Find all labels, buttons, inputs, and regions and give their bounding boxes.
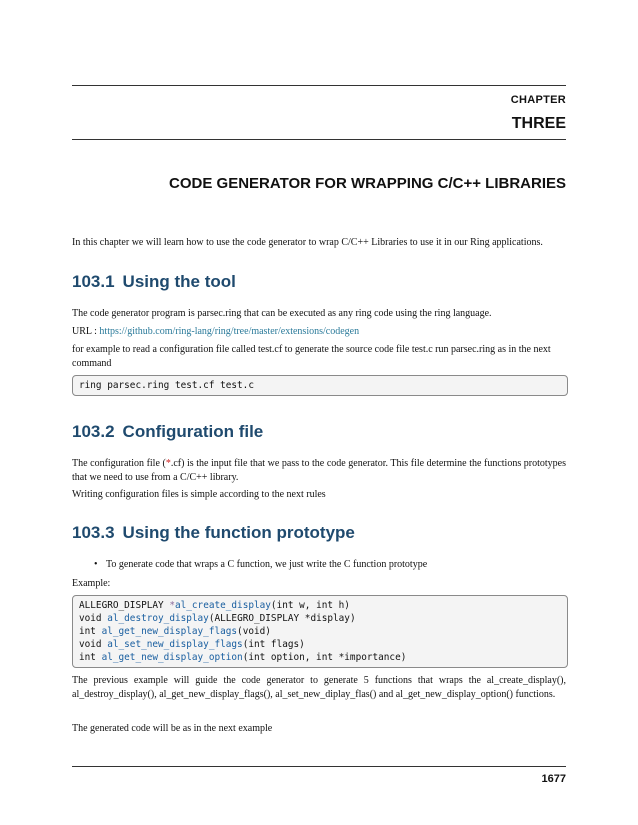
text-segment: The configuration file ( [72, 458, 166, 469]
code-block-prototypes [72, 595, 568, 668]
intro-paragraph: In this chapter we will learn how to use the code generator to wrap C/C++ Libraries to use it in our Ring applications. [72, 237, 543, 248]
section-heading-using-the-tool [72, 272, 236, 292]
code-token: al_get_new_display_flags [101, 626, 238, 637]
text-segment: .cf) is the input file that we pass to the code generator. This file determine the functions prototypes that we need to use from a C/C++ library. [72, 458, 566, 483]
codegen-link[interactable]: https://github.com/ring-lang/ring/tree/master/extensions/codegen [99, 326, 360, 337]
code-token: (ALLEGRO_DISPLAY *display) [208, 613, 356, 624]
url-label: URL : [72, 326, 100, 337]
code-token: void [79, 639, 108, 650]
code-token: int [79, 626, 102, 637]
paragraph: for example to read a configuration file called test.cf to generate the source code file test.c run parsec.ring as in the next command [72, 344, 551, 369]
chapter-title: CODE GENERATOR FOR WRAPPING C/C++ LIBRARIES [169, 175, 566, 192]
paragraph: The generated code will be as in the next example [72, 723, 273, 734]
section-title: Using the function prototype [122, 523, 355, 542]
example-label: Example: [72, 578, 111, 589]
bullet-item: To generate code that wraps a C function, we just write the C function prototype [106, 559, 428, 570]
code-token: (int option, int *importance) [242, 652, 407, 663]
section-heading-configuration-file [72, 422, 263, 442]
code-token: ALLEGRO_DISPLAY [79, 600, 170, 611]
paragraph [72, 457, 566, 485]
paragraph: Writing configuration files is simple according to the next rules [72, 489, 326, 500]
asterisk: * [165, 458, 171, 469]
code-line [79, 612, 561, 625]
section-title: Configuration file [122, 422, 264, 441]
section-heading-function-prototype [72, 523, 355, 543]
chapter-number: THREE [511, 115, 566, 132]
url-paragraph [72, 325, 566, 339]
code-token: * [169, 600, 175, 611]
code-line [79, 651, 561, 664]
code-token: al_set_new_display_flags [107, 639, 243, 650]
chapter-rule [72, 139, 566, 140]
code-line [79, 625, 561, 638]
code-token: al_destroy_display [107, 613, 209, 624]
section-number: 103.1 [72, 272, 115, 291]
top-rule [72, 85, 566, 86]
code-token: (void) [237, 626, 271, 637]
chapter-label: CHAPTER [510, 94, 566, 106]
bullet-marker: • [94, 559, 98, 570]
paragraph: The code generator program is parsec.ring that can be executed as any ring code using the ring language. [72, 308, 492, 319]
code-token: (int flags) [242, 639, 305, 650]
document-page [72, 0, 566, 825]
paragraph: The previous example will guide the code generator to generate 5 functions that wraps the al_create_display(), al_destroy_display(), al_get_new_display_flags(), al_set_new_diplay_flas() and al_get_new_display_option() functions. [72, 675, 566, 700]
code-token: al_create_display [174, 600, 271, 611]
code-token: al_get_new_display_option [101, 652, 243, 663]
code-token: (int w, int h) [270, 600, 350, 611]
page-number: 1677 [541, 773, 566, 785]
code-line [79, 638, 561, 651]
code-line [79, 599, 561, 612]
code-token: void [79, 613, 108, 624]
section-number: 103.2 [72, 422, 115, 441]
section-title: Using the tool [122, 272, 236, 291]
footer-rule [72, 766, 566, 767]
section-number: 103.3 [72, 523, 115, 542]
code-block-command: ring parsec.ring test.cf test.c [72, 375, 568, 396]
code-token: int [79, 652, 102, 663]
